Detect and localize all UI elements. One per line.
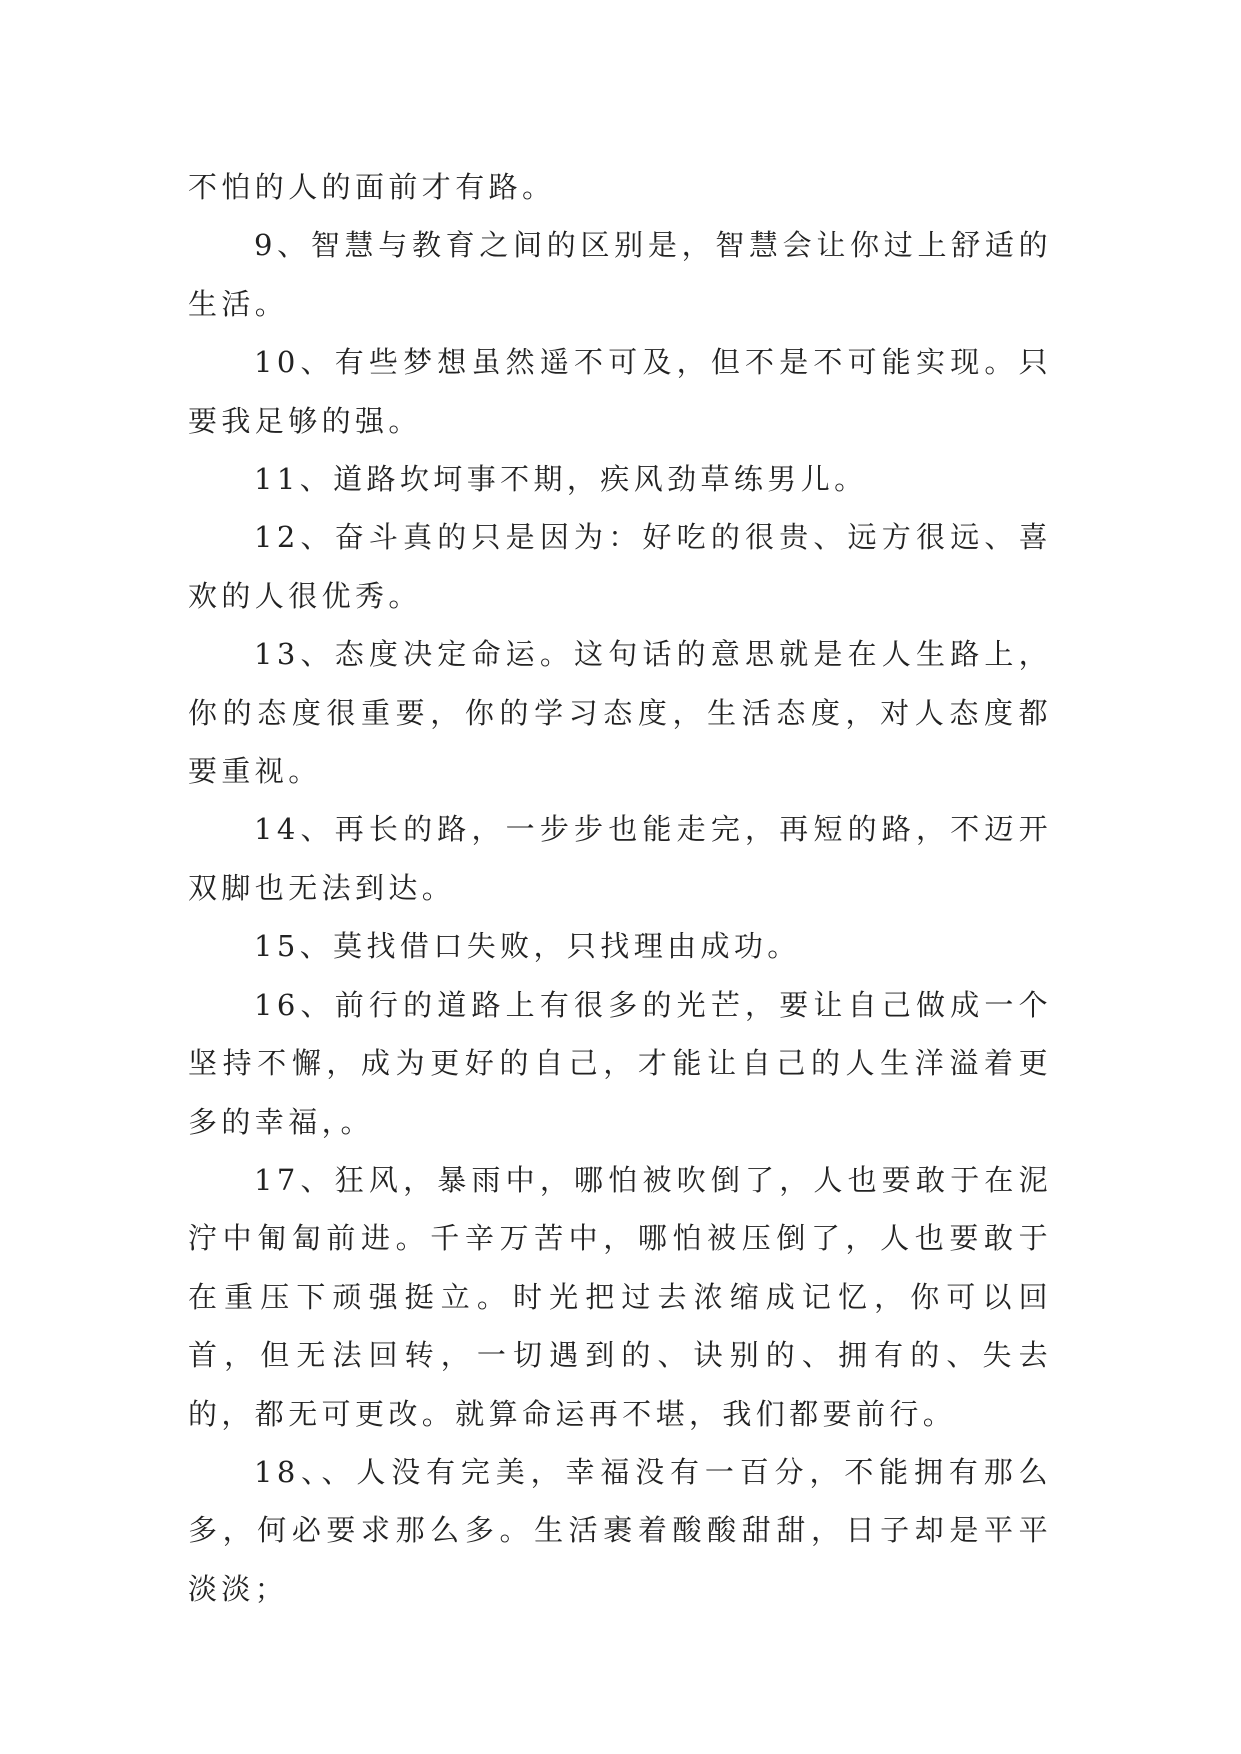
paragraph-item-15: 15、莫找借口失败，只找理由成功。 (254, 929, 801, 964)
paragraph-item-17: 17、狂风，暴雨中，哪怕被吹倒了，人也要敢于在泥泞中匍匐前进。千辛万苦中，哪怕被压倒了，人也要敢于在重压下顽强挺立。时光把过去浓缩成记忆，你可以回首，但无法回转，一切遇到的、诀别的、拥有的、失去的，都无可更改。就算命运再不堪，我们都要前行。 (188, 1162, 1052, 1431)
paragraph-item-16: 16、前行的道路上有很多的光芒，要让自己做成一个坚持不懈，成为更好的自己，才能让自己的人生洋溢着更多的幸福，。 (188, 987, 1052, 1139)
paragraph-item-9: 9、智慧与教育之间的区别是，智慧会让你过上舒适的生活。 (188, 228, 1052, 321)
paragraph-item-10: 10、有些梦想虽然遥不可及，但不是不可能实现。只要我足够的强。 (188, 345, 1052, 438)
paragraph-item-18: 18、、人没有完美，幸福没有一百分，不能拥有那么多，何必要求那么多。生活裹着酸酸甜甜，日子却是平平淡淡； (188, 1454, 1052, 1606)
paragraph-item-11: 11、道路坎坷事不期，疾风劲草练男儿。 (254, 462, 868, 497)
paragraph-continuation: 不怕的人的面前才有路。 (188, 170, 556, 204)
paragraph-item-14: 14、再长的路，一步步也能走完，再短的路，不迈开双脚也无法到达。 (188, 812, 1052, 905)
body-text (188, 158, 1052, 1618)
paragraph-item-12: 12、奋斗真的只是因为：好吃的很贵、远方很远、喜欢的人很优秀。 (188, 520, 1052, 613)
paragraph-item-13: 13、态度决定命运。这句话的意思就是在人生路上，你的态度很重要，你的学习态度，生活态度，对人态度都要重视。 (188, 637, 1052, 789)
